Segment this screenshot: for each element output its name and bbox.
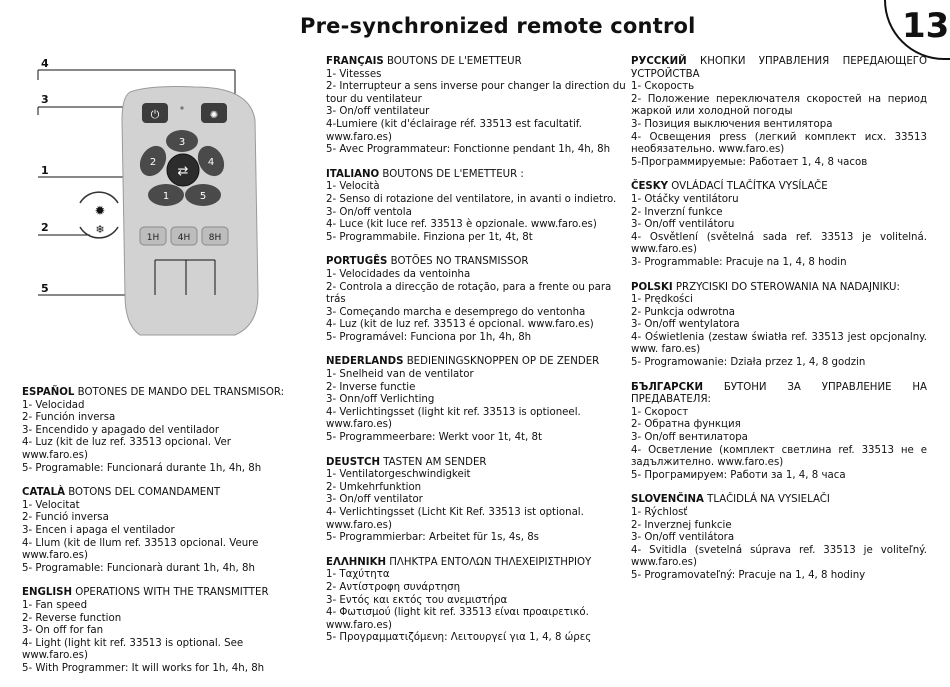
section-sk: SLOVENČINA TLAČIDLÁ NA VYSIELAČI 1- Rýchlosť 2- Inverznej funkcie 3- On/off ventilátora 4- Svitidla (svetelná súprava ref. 33513 je voliteľný. www.faro.es) 5- Programovateľný: Pracuje na 1, 4, 8 hodiny <box>631 494 927 581</box>
section-en: ENGLISH OPERATIONS WITH THE TRANSMITTER 1- Fan speed 2- Reverse function 3- On off for fan 4- Light (light kit ref. 33513 is optional. See www.faro.es) 5- With Programmer: It will works for 1h, 4h, 8h <box>22 587 269 674</box>
section-el: ΕΛΛΗΝΙΚΗ ΠΛΗΚΤΡΑ ΕΝΤΟΛΩΝ ΤΗΛΕΧΕΙΡΙΣΤΗΡΙΟΥ 1- Ταχύτητα 2- Αντίστροφη συνάρτηση 3- Εντός και εκτός του ανεμιστήρα 4- Φωτισμού (light kit ref. 33513 είναι προαιρετικό. www.faro.es) 5- Προγραμματιζόμενη: Λειτουργεί για 1, 4, 8 ώρες <box>326 556 592 644</box>
callout-2: 2 <box>41 221 49 234</box>
column-left <box>22 387 292 687</box>
svg-text:1: 1 <box>162 191 170 202</box>
section-cs: ČESKY OVLÁDACÍ TLAČÍTKA VYSÍLAČE 1- Otáčky ventilátoru 2- Inverzní funkce 3- On/off ventilátoru 4- Osvětlení (světelná sada ref. 33513 je volitelná. www.faro.es) 3- Programmable: Pracuje na 1, 4, 8 hodin <box>631 181 927 268</box>
reverse-icon: ⇄ <box>177 164 189 179</box>
section-pt: PORTUGÊS BOTÕES NO TRANSMISSOR 1- Velocidades da ventoinha 2- Controla a direcção de rotação, para a frente ou para trás 3- Começando marcha e desemprego do ventonha 4- Luz (kit de luz ref. 33513 é opcional. www.faro.es) 5- Programável: Funciona por 1h, 4h, 8h <box>326 256 612 343</box>
svg-text:4H: 4H <box>177 233 191 243</box>
section-ca: CATALÀ BOTONS DEL COMANDAMENT 1- Velocitat 2- Funció inversa 3- Encen i apaga el ventilador 4- Llum (kit de llum ref. 33513 opcional. Veure www.faro.es) 5- Programable: Funcionarà durant 1h, 4h, 8h <box>22 487 259 574</box>
svg-text:3: 3 <box>178 137 186 148</box>
sun-icon: ✹ <box>94 204 106 219</box>
section-ru: РУССКИЙ КНОПКИ УПРАВЛЕНИЯ ПЕРЕДАЮЩЕГО УСТРОЙСТВА 1- Скорость 2- Положение переключателя скоростей на период жаркой или холодной погоды 3- Позиция выключения вентилятора 4- Освещения press (легкий комплект исх. 33513 необязательно. www.faro.es) 5-Программируемые: Работает 1, 4, 8 часов <box>631 56 927 168</box>
section-bg: БЪЛГАРСКИ БУТОНИ ЗА УПРАВЛЕНИЕ НА ПРЕДАВАТЕЛЯ: 1- Скорост 2- Обратна функция 3- On/off вентилатора 4- Осветление (комплект светлина ref. 33513 не е задължително. www.faro.es) 5- Програмируем: Работи за 1, 4, 8 часа <box>631 381 927 481</box>
callout-4: 4 <box>41 57 49 70</box>
section-es: ESPAÑOL BOTONES DE MANDO DEL TRANSMISOR: 1- Velocidad 2- Función inversa 3- Encendido y apagado del ventilador 4- Luz (kit de luz ref. 33513 opcional. Ver www.faro.es) 5- Programable: Funcionará durante 1h, 4h, 8h <box>22 387 285 474</box>
callout-5: 5 <box>41 282 49 295</box>
section-pl: POLSKI PRZYCISKI DO STEROWANIA NA NADAJNIKU: 1- Prędkości 2- Punkcja odwrotna 3- On/off wentylatora 4- Oświetlenia (zestaw światła ref. 33513 jest opcjonalny. www. faro.es) 5- Programowanie: Działa przez 1, 4, 8 godzin <box>631 281 927 369</box>
svg-text:1H: 1H <box>146 233 160 243</box>
light-bulb-icon: ✺ <box>209 110 219 121</box>
page-number: 13 <box>902 6 950 46</box>
column-right <box>631 56 927 595</box>
callout-3: 3 <box>41 93 49 106</box>
callout-1: 1 <box>41 164 49 177</box>
svg-text:2: 2 <box>149 157 157 168</box>
remote-illustration <box>30 55 270 355</box>
page-title: Pre-synchronized remote control <box>300 14 696 38</box>
svg-text:5: 5 <box>199 191 207 202</box>
snowflake-icon: ❄ <box>95 223 105 236</box>
svg-text:4: 4 <box>207 157 215 168</box>
section-de: DEUSTCH TASTEN AM SENDER 1- Ventilatorgeschwindigkeit 2- Umkehrfunktion 3- On/off ventilator 4- Verlichtingsset (Licht Kit Ref. 33513 ist optional. www.faro.es) 5- Programmierbar: Arbeitet für 1s, 4s, 8s <box>326 456 584 544</box>
column-middle <box>326 56 626 657</box>
section-fr: FRANÇAIS BOUTONS DE L'EMETTEUR 1- Vitesses 2- Interrupteur a sens inverse pour changer la direction du tour du ventilateur 3- On/off ventilateur 4-Lumiere (kit d'éclairage réf. 33513 est facultatif. www.faro.es) 5- Avec Programmateur: Fonctionne pendant 1h, 4h, 8h <box>326 56 626 156</box>
section-nl: NEDERLANDS BEDIENINGSKNOPPEN OP DE ZENDER 1- Snelheid van de ventilator 2- Inverse functie 3- Onn/off Verlichting 4- Verlichtingsset (light kit ref. 33513 is optioneel. www.faro.es) 5- Programmeerbare: Werkt voor 1t, 4t, 8t <box>326 356 600 444</box>
power-icon: ⏻ <box>150 108 160 121</box>
svg-text:8H: 8H <box>208 233 222 243</box>
page-number-badge <box>884 0 950 60</box>
section-it: ITALIANO BOUTONS DE L'EMETTEUR : 1- Velocità 2- Senso di rotazione del ventilatore, in avanti o indietro. 3- On/off ventola 4- Luce (kit luce ref. 33513 è opzionale. www.faro.es) 5- Programmabile. Finziona per 1t, 4t, 8t <box>326 168 617 243</box>
